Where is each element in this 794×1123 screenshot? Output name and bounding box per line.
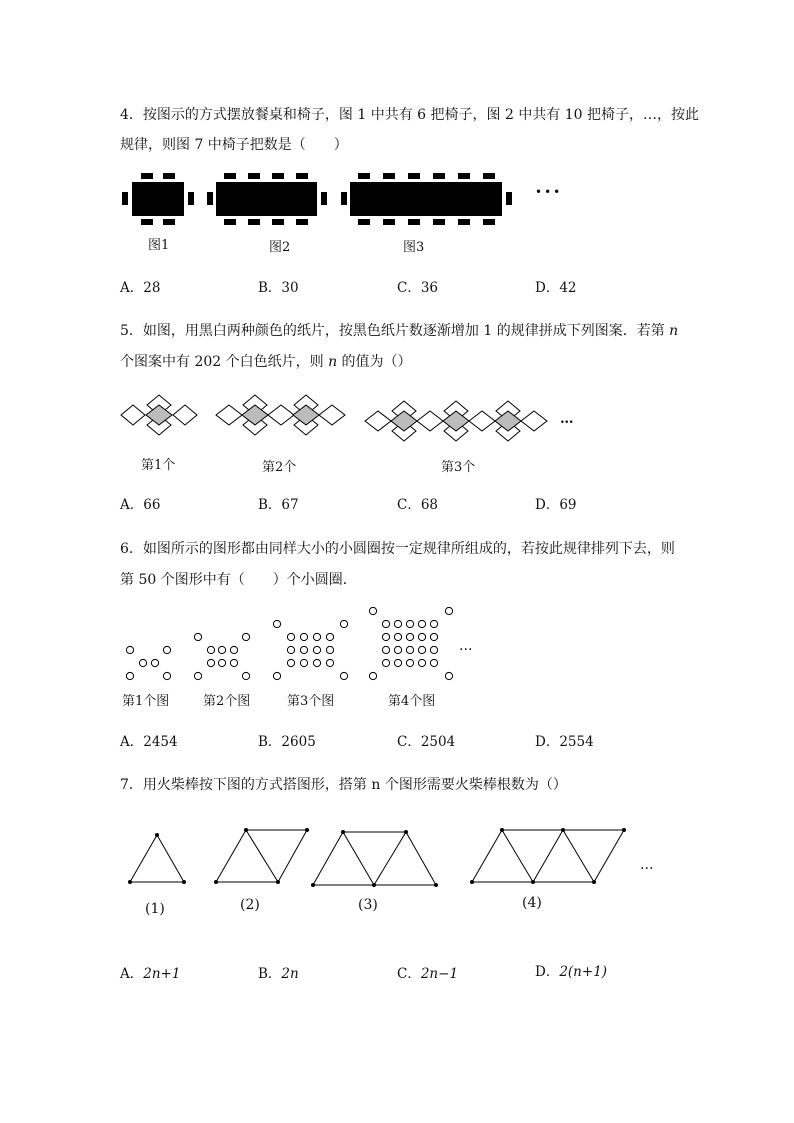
q4-option-b[interactable]: B．30 <box>258 280 299 296</box>
q4-option-d[interactable]: D．42 <box>535 280 577 296</box>
chair <box>248 219 260 225</box>
q7-caption-2: (2) <box>240 897 260 913</box>
q6-option-a[interactable]: A．2454 <box>120 734 178 750</box>
chair <box>341 192 347 205</box>
q7-stem-line1: 7．用火柴棒按下图的方式搭图形，搭第 n 个图形需要火柴棒根数为（） <box>120 777 567 793</box>
chair <box>483 219 495 225</box>
q7-ellipsis: … <box>640 857 654 873</box>
chair <box>272 219 284 225</box>
chair <box>433 219 445 225</box>
q7-caption-3: (3) <box>358 897 378 913</box>
chair <box>458 219 470 225</box>
q5-caption-3: 第3个 <box>441 460 476 475</box>
chair <box>383 173 395 179</box>
q5-option-c[interactable]: C．68 <box>397 497 439 513</box>
chair <box>506 192 512 205</box>
chair <box>224 219 236 225</box>
q7-matchstick-figures <box>0 820 794 900</box>
chair <box>188 192 194 205</box>
chair <box>272 173 284 179</box>
chair <box>163 219 175 225</box>
chair <box>163 173 175 179</box>
chair <box>408 173 420 179</box>
q6-caption-2: 第2个图 <box>203 694 251 709</box>
chair <box>358 219 370 225</box>
q5-stem-line1: 5．如图，用黑白两种颜色的纸片，按黑色纸片数逐渐增加 1 的规律拼成下列图案．若第 n <box>120 323 679 339</box>
chair <box>358 173 370 179</box>
chair <box>483 173 495 179</box>
chair <box>122 192 128 205</box>
q4-ellipsis: ••• <box>535 185 563 199</box>
q7-caption-1: (1) <box>145 901 165 917</box>
q6-ellipsis: … <box>459 638 473 654</box>
q4-caption-1: 图1 <box>148 238 170 253</box>
q6-stem-line1: 6．如图所示的图形都由同样大小的小圆圈按一定规律所组成的，若按此规律排列下去，则 <box>120 541 675 557</box>
q5-stem-line2: 个图案中有 202 个白色纸片，则 n 的值为（） <box>120 354 412 370</box>
q7-option-d[interactable]: D．2(n+1) <box>535 964 608 980</box>
chair <box>141 219 153 225</box>
q6-option-d[interactable]: D．2554 <box>535 734 594 750</box>
q7-option-c[interactable]: C．2n−1 <box>397 966 459 982</box>
chair <box>207 192 213 205</box>
q5-diamond-figures <box>0 388 794 448</box>
chair <box>321 192 327 205</box>
chair <box>458 173 470 179</box>
q7-option-a[interactable]: A．2n+1 <box>120 966 181 982</box>
q6-circle-figures <box>0 605 794 695</box>
q5-ellipsis: … <box>560 411 574 427</box>
q6-option-b[interactable]: B．2605 <box>258 734 316 750</box>
q5-option-b[interactable]: B．67 <box>258 497 299 513</box>
chair <box>141 173 153 179</box>
chair <box>408 219 420 225</box>
q4-stem-line2: 规律，则图 7 中椅子把数是（ ） <box>120 137 348 153</box>
q6-option-c[interactable]: C．2504 <box>397 734 456 750</box>
table <box>132 182 184 216</box>
q6-caption-3: 第3个图 <box>287 694 335 709</box>
q5-caption-2: 第2个 <box>262 460 297 475</box>
q4-option-a[interactable]: A．28 <box>120 280 161 296</box>
q6-caption-4: 第4个图 <box>388 694 436 709</box>
q4-stem-line1: 4．按图示的方式摆放餐桌和椅子，图 1 中共有 6 把椅子，图 2 中共有 10 把椅子，…，按此 <box>120 107 700 123</box>
q5-option-d[interactable]: D．69 <box>535 497 577 513</box>
chair <box>383 219 395 225</box>
q5-caption-1: 第1个 <box>141 458 176 473</box>
q7-option-b[interactable]: B．2n <box>258 966 299 982</box>
q7-caption-4: (4) <box>522 895 542 911</box>
chair <box>296 219 308 225</box>
q6-caption-1: 第1个图 <box>122 694 170 709</box>
q4-caption-3: 图3 <box>403 240 425 255</box>
table <box>216 182 317 216</box>
q4-option-c[interactable]: C．36 <box>397 280 439 296</box>
chair <box>224 173 236 179</box>
q5-option-a[interactable]: A．66 <box>120 497 161 513</box>
chair <box>433 173 445 179</box>
q6-stem-line2: 第 50 个图形中有（ ）个小圆圈． <box>120 572 357 588</box>
chair <box>248 173 260 179</box>
q4-table-figures <box>0 168 794 248</box>
chair <box>296 173 308 179</box>
table <box>350 182 502 216</box>
q4-caption-2: 图2 <box>269 240 291 255</box>
